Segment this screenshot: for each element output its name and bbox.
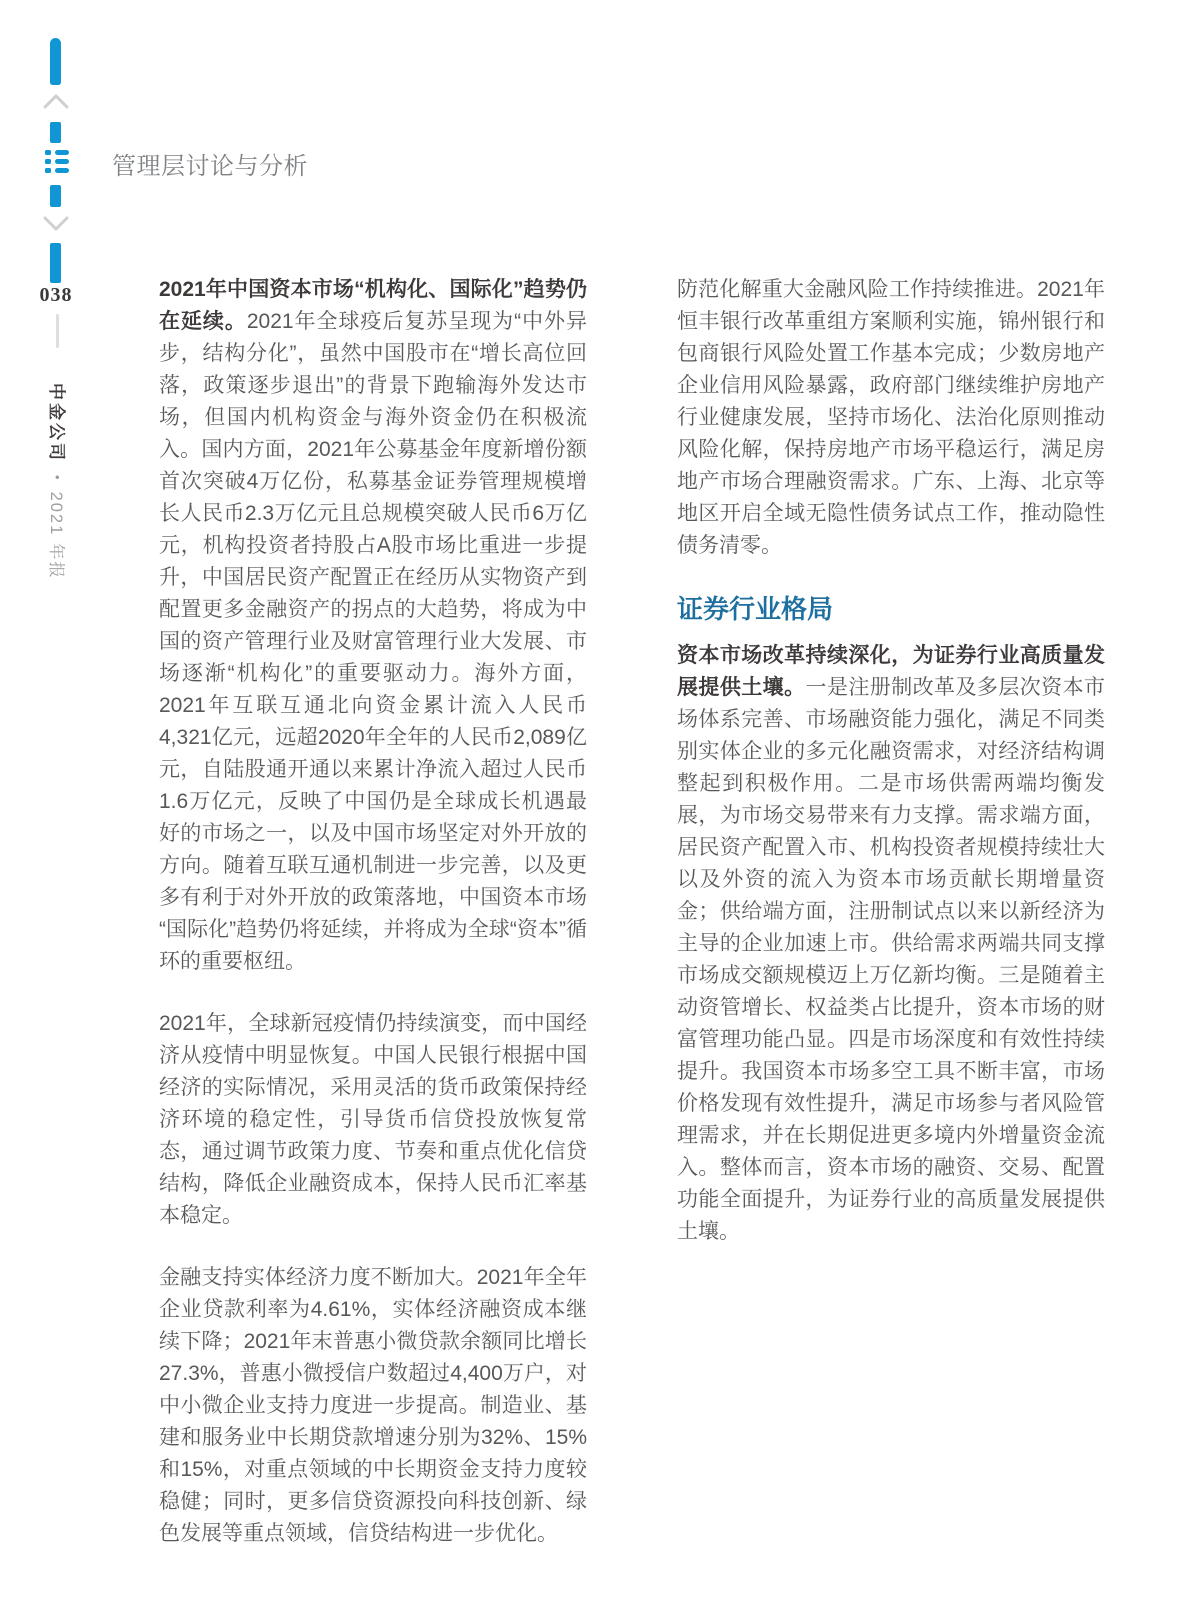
- list-icon-row: [45, 168, 69, 173]
- list-icon-row: [45, 159, 69, 164]
- paragraph: 金融支持实体经济力度不断加大。2021年全年企业贷款利率为4.61%，实体经济融资成本继续下降；2021年末普惠小微贷款余额同比增长27.3%，普惠小微授信户数超过4,400万户，对中小微企业支持力度进一步提高。制造业、基建和服务业中长期贷款增速分别为32%、15%和15%，对重点领域的中长期资金支持力度较稳健；同时，更多信贷资源投向科技创新、绿色发展等重点领域，信贷结构进一步优化。: [159, 1266, 587, 1545]
- paragraph-lead: 2021年中国资本市场“机构化、国际化”趋势仍在延续。: [159, 278, 587, 333]
- paragraph: 2021年，全球新冠疫情仍持续演变，而中国经济从疫情中明显恢复。中国人民银行根据中国经济的实际情况，采用灵活的货币政策保持经济环境的稳定性，引导货币信贷投放恢复常态，通过调节政策力度、节奏和重点优化信贷结构，降低企业融资成本，保持人民币汇率基本稳定。: [159, 1012, 587, 1227]
- paragraph: [159, 274, 587, 978]
- paragraph: [677, 640, 1105, 1248]
- rail-divider: [56, 314, 59, 348]
- section-title: 管理层讨论与分析: [112, 153, 308, 180]
- chevron-down-icon: [43, 215, 69, 231]
- paragraph-lead: 资本市场改革持续深化，为证券行业高质量发展提供土壤。: [677, 644, 1105, 699]
- rail-bar: [50, 122, 61, 143]
- subsection-heading: 证券行业格局: [677, 594, 834, 624]
- left-column: [159, 274, 587, 1580]
- report-edition: 2021 年报: [47, 491, 65, 580]
- paragraph-text: 一是注册制改革及多层次资本市场体系完善、市场融资能力强化，满足不同类别实体企业的多元化融资需求，对经济结构调整起到积极作用。二是市场供需两端均衡发展，为市场交易带来有力支撑。需求端方面，居民资产配置入市、机构投资者规模持续壮大以及外资的流入为资本市场贡献长期增量资金；供给端方面，注册制试点以来以新经济为主导的企业加速上市。供给需求两端共同支撑市场成交额规模迈上万亿新均衡。三是随着主动资管增长、权益类占比提升，资本市场的财富管理功能凸显。四是市场深度和有效性持续提升。我国资本市场多空工具不断丰富，市场价格发现有效性提升，满足市场参与者风险管理需求，并在长期促进更多境内外增量资金流入。整体而言，资本市场的融资、交易、配置功能全面提升，为证券行业的高质量发展提供土壤。: [677, 676, 1106, 1243]
- list-icon-row: [45, 150, 69, 155]
- company-name: 中金公司: [47, 383, 66, 463]
- rail-bar: [50, 185, 61, 207]
- right-column: [677, 274, 1105, 1278]
- rail-bottom-bar: [50, 243, 61, 283]
- paragraph-text: 2021年全球疫后复苏呈现为“中外异步，结构分化”，虽然中国股市在“增长高位回落，政策逐步退出”的背景下跑输海外发达市场，但国内机构资金与海外资金仍在积极流入。国内方面，2021年公募基金年度新增份额首次突破4万亿份，私募基金证券管理规模增长人民币2.3万亿元且总规模突破人民币6万亿元，机构投资者持股占A股市场比重进一步提升，中国居民资产配置正在经历从实物资产到配置更多金融资产的拐点的大趋势，将成为中国的资产管理行业及财富管理行业大发展、市场逐渐“机构化”的重要驱动力。海外方面，2021年互联互通北向资金累计流入人民币4,321亿元，远超2020年全年的人民币2,089亿元，自陆股通开通以来累计净流入超过人民币1.6万亿元，反映了中国仍是全球成长机遇最好的市场之一，以及中国市场坚定对外开放的方向。随着互联互通机制进一步完善，以及更多有利于对外开放的政策落地，中国资本市场“国际化”趋势仍将延续，并将成为全球“资本”循环的重要枢纽。: [159, 310, 587, 973]
- separator-dot: •: [50, 475, 65, 480]
- chevron-up-icon: [43, 93, 69, 109]
- rail-top-bar: [50, 38, 61, 85]
- spine-text: [46, 383, 68, 613]
- page-number: 038: [39, 284, 73, 306]
- paragraph: 防范化解重大金融风险工作持续推进。2021年恒丰银行改革重组方案顺利实施，锦州银行和包商银行风险处置工作基本完成；少数房地产企业信用风险暴露，政府部门继续维护房地产行业健康发展，坚持市场化、法治化原则推动风险化解，保持房地产市场平稳运行，满足房地产市场合理融资需求。广东、上海、北京等地区开启全域无隐性债务试点工作，推动隐性债务清零。: [677, 278, 1105, 557]
- list-icon: [45, 150, 69, 173]
